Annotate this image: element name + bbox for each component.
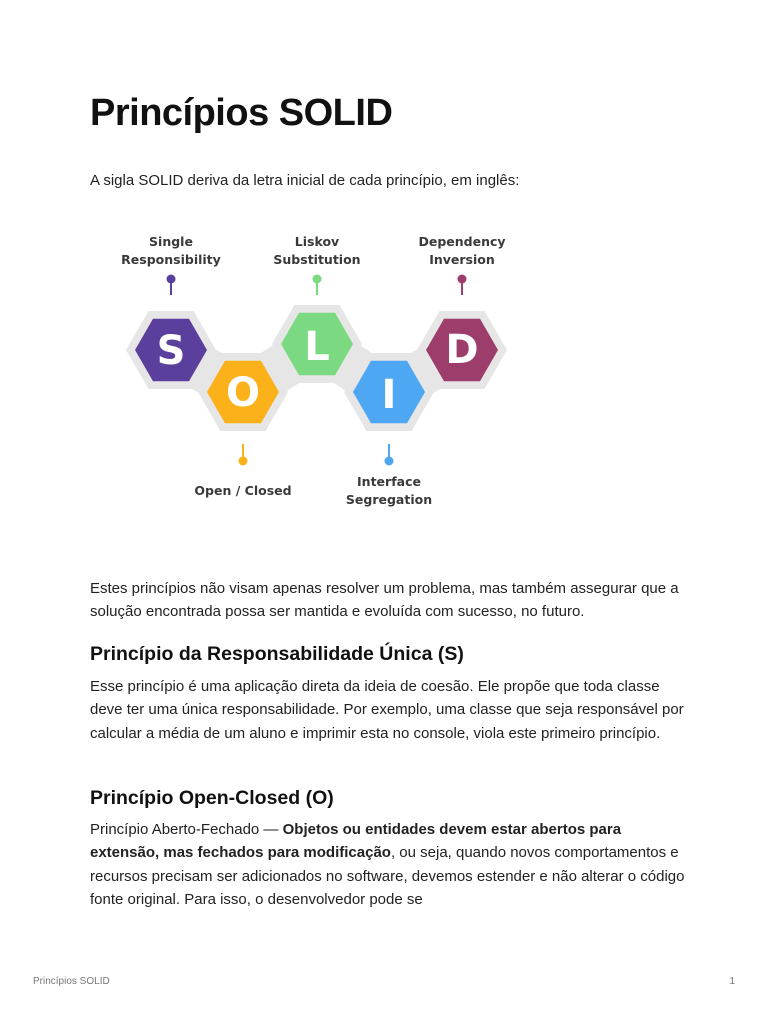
label-d-line2: Inversion — [429, 252, 495, 267]
section-heading-srp: Princípio da Responsabilidade Única (S) — [90, 643, 464, 665]
ocp-text-suffix: , ou seja, quando novos comportamentos e recursos precisam ser adicionados no software, devemos estender e não alterar o código fonte original. Para isso, o desenvolvedor pode se — [90, 844, 685, 908]
label-l-line2: Substitution — [273, 252, 361, 267]
section-heading-ocp: Princípio Open-Closed (O) — [90, 787, 334, 809]
solid-diagram — [110, 222, 530, 522]
footer-title: Princípios SOLID — [33, 976, 110, 987]
letter-l: L — [304, 324, 330, 370]
letter-i: I — [381, 372, 397, 418]
pin-l — [313, 275, 322, 284]
paragraph-intro-principles: Estes princípios não visam apenas resolver um problema, mas também assegurar que a solução encontrada possa ser mantida e evoluída com sucesso, no futuro. — [90, 580, 679, 621]
intro-text: A sigla SOLID deriva da letra inicial de cada princípio, em inglês: — [90, 172, 520, 189]
label-i-line1: Interface — [357, 474, 421, 489]
solid-item-i — [346, 361, 432, 507]
ocp-text-prefix: Princípio Aberto-Fechado — — [90, 821, 283, 838]
paragraph-srp: Esse princípio é uma aplicação direta da ideia de coesão. Ele propõe que toda classe deve ter uma única responsabilidade. Por exemplo, uma classe que seja responsável por calcular a média de um aluno e imprimir esta no console, viola este primeiro princípio. — [90, 678, 684, 742]
label-i-line2: Segregation — [345, 492, 433, 507]
label-l-line1: Liskov — [294, 234, 340, 249]
solid-item-d — [418, 234, 505, 381]
letter-d: D — [445, 327, 479, 373]
pin-o — [239, 457, 248, 466]
ocp-text-bold: Objetos ou entidades devem estar abertos para extensão, mas fechados para modificação — [90, 821, 622, 862]
page-title: Princípios SOLID — [90, 92, 393, 134]
pin-s — [167, 275, 176, 284]
label-d-line1: Dependency — [418, 234, 506, 249]
label-o: Open / Closed — [194, 483, 292, 498]
label-s-line1: Single — [149, 234, 193, 249]
pin-d — [458, 275, 467, 284]
pin-i — [385, 457, 394, 466]
page-number: 1 — [729, 976, 735, 987]
letter-s: S — [156, 328, 186, 374]
paragraph-ocp — [90, 818, 690, 911]
letter-o: O — [225, 370, 261, 416]
label-s-line2: Responsibility — [121, 252, 221, 267]
